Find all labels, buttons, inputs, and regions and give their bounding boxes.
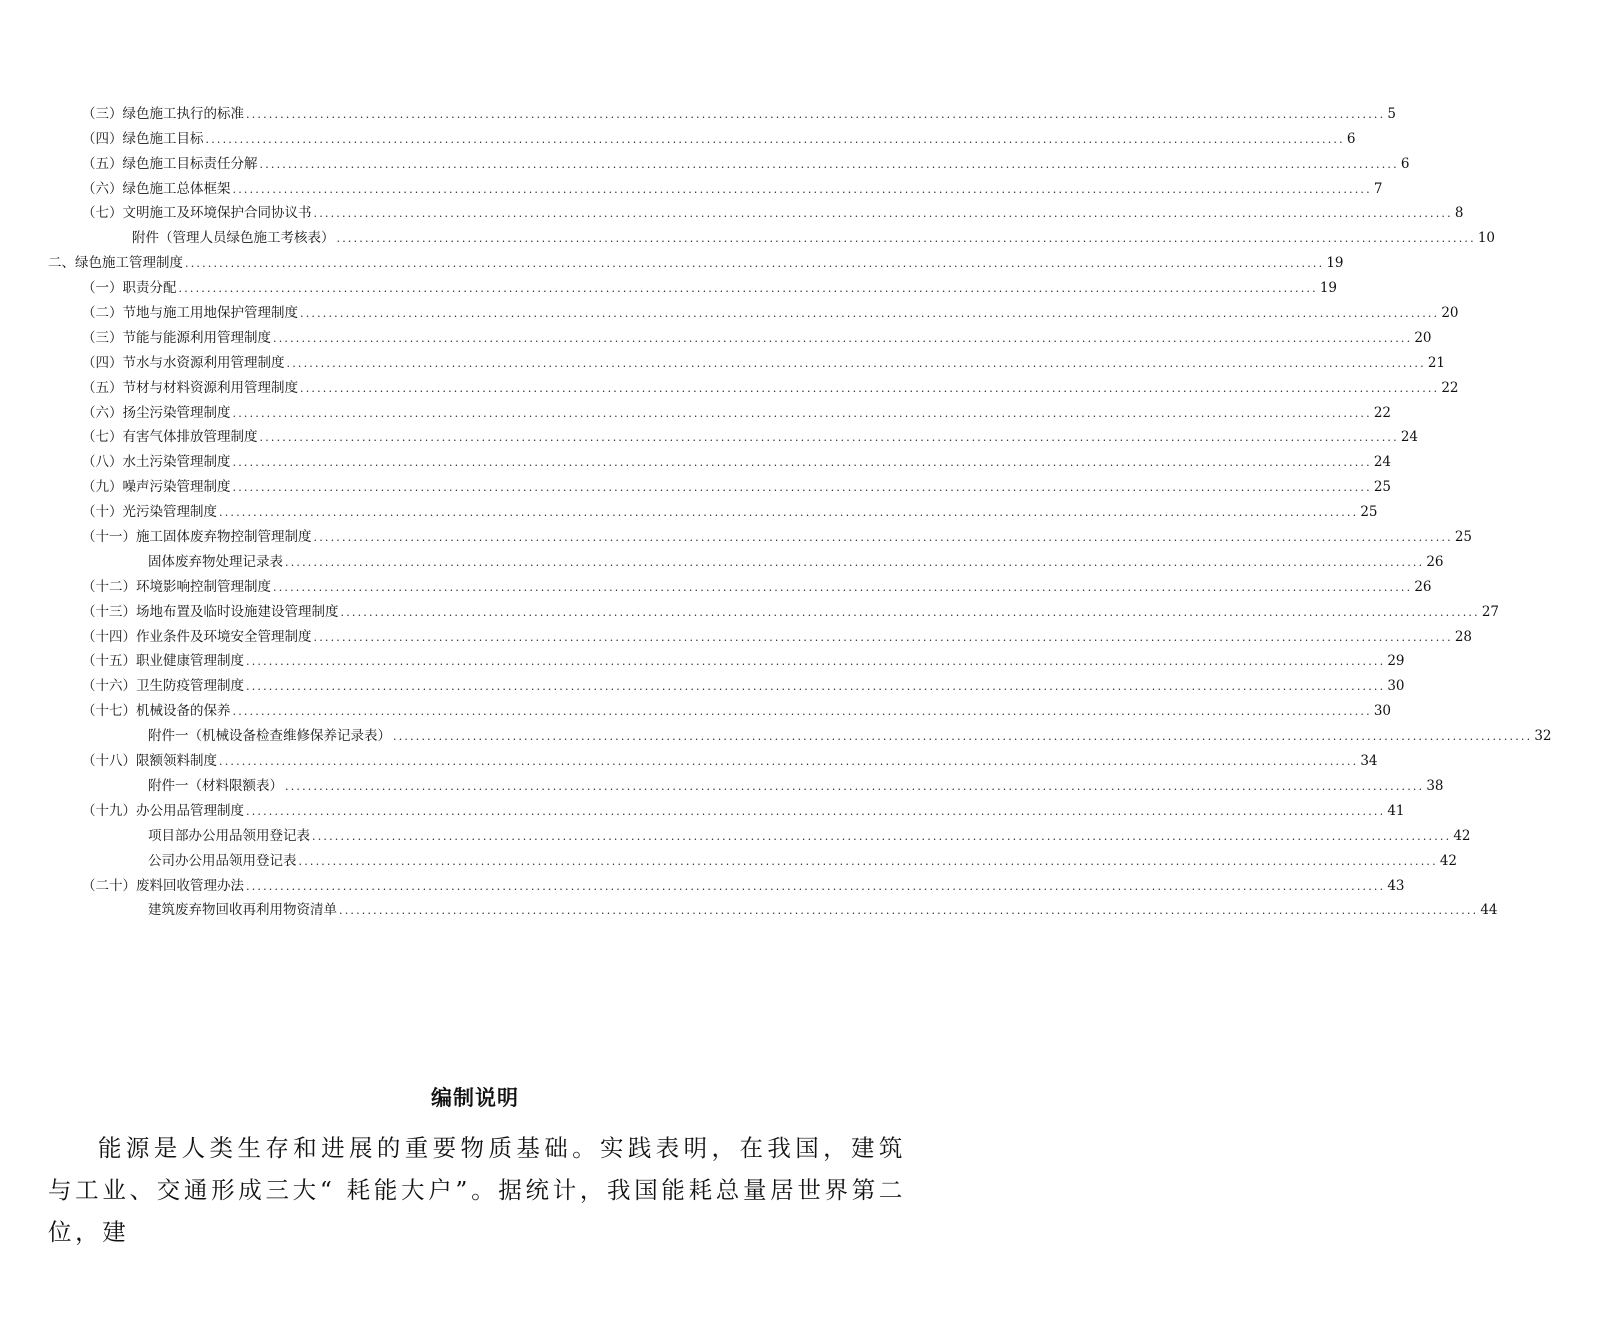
- toc-dot-leader: ........................................................................................................................................................................................................: [219, 506, 1359, 520]
- toc-entry-title: （三）绿色施工执行的标准: [82, 105, 244, 122]
- toc-dot-leader: ........................................................................................................................................................................................................: [246, 680, 1386, 694]
- toc-entry[interactable]: [0, 719, 1552, 745]
- toc-page-number: 41: [1387, 802, 1405, 819]
- toc-entry[interactable]: [0, 844, 1458, 869]
- toc-entry-title: 附件（管理人员绿色施工考核表）: [132, 230, 335, 247]
- toc-entry[interactable]: [0, 371, 1459, 396]
- toc-dot-leader: ........................................................................................................................................................................................................: [246, 879, 1386, 893]
- toc-entry-title: （一）职责分配: [82, 280, 177, 297]
- toc-page-number: 20: [1414, 329, 1432, 346]
- intro-paragraph: 能源是人类生存和进展的重要物质基础。实践表明，在我国，建筑与工业、交通形成三大“ 耗能大户”。据统计，我国能耗总量居世界第二位，建: [48, 1134, 906, 1246]
- toc-page-number: 5: [1387, 105, 1396, 122]
- toc-entry-title: （八）水土污染管理制度: [82, 454, 231, 471]
- toc-page-number: 22: [1373, 404, 1392, 421]
- toc-entry-title: （十八）限额领料制度: [82, 753, 217, 770]
- toc-dot-leader: ........................................................................................................................................................................................................: [286, 356, 1426, 370]
- toc-page-number: 20: [1441, 305, 1459, 322]
- toc-entry-title: （十二）环境影响控制管理制度: [82, 578, 271, 595]
- toc-page-number: 42: [1439, 852, 1458, 869]
- toc-page-number: 34: [1360, 753, 1378, 770]
- toc-dot-leader: ........................................................................................................................................................................................................: [232, 406, 1372, 420]
- toc-entry-title: 二、绿色施工管理制度: [48, 255, 183, 272]
- toc-entry-title: 建筑废弃物回收再利用物资清单: [148, 902, 337, 919]
- toc-page-number: 25: [1360, 504, 1378, 521]
- toc-page-number: 26: [1426, 553, 1444, 570]
- toc-dot-leader: ........................................................................................................................................................................................................: [273, 580, 1413, 594]
- toc-entry[interactable]: [0, 147, 1410, 172]
- toc-entry-title: （六）绿色施工总体框架: [82, 180, 231, 197]
- toc-entry-title: （五）节材与材料资源利用管理制度: [82, 379, 298, 396]
- toc-dot-leader: ........................................................................................................................................................................................................: [313, 531, 1453, 545]
- toc-entry-title: （十六）卫生防疫管理制度: [82, 678, 244, 695]
- toc-entry-title: 固体废弃物处理记录表: [148, 553, 283, 570]
- toc-entry-title: （十九）办公用品管理制度: [82, 802, 244, 819]
- toc-entry[interactable]: [0, 396, 1392, 421]
- toc-dot-leader: ........................................................................................................................................................................................................: [232, 456, 1372, 470]
- toc-page-number: 32: [1534, 728, 1552, 745]
- toc-page-number: 7: [1373, 180, 1383, 197]
- toc-entry[interactable]: [0, 172, 1383, 197]
- toc-entry[interactable]: [0, 421, 1419, 446]
- toc-dot-leader: ........................................................................................................................................................................................................: [393, 730, 1533, 744]
- toc-entry-title: 公司办公用品领用登记表: [148, 852, 297, 869]
- toc-entry-title: 项目部办公用品领用登记表: [148, 827, 310, 844]
- toc-dot-leader: ........................................................................................................................................................................................................: [232, 705, 1372, 719]
- toc-page-number: 42: [1453, 827, 1471, 844]
- toc-entry[interactable]: [0, 794, 1405, 819]
- toc-entry[interactable]: [0, 445, 1392, 471]
- toc-page-number: 29: [1387, 653, 1405, 670]
- toc-page-number: 24: [1373, 454, 1392, 471]
- toc-dot-leader: ........................................................................................................................................................................................................: [259, 431, 1399, 445]
- toc-entry-title: （三）节能与能源利用管理制度: [82, 329, 271, 346]
- toc-page-number: 30: [1387, 678, 1405, 695]
- toc-dot-leader: ........................................................................................................................................................................................................: [259, 157, 1399, 171]
- toc-entry-title: （十五）职业健康管理制度: [82, 653, 244, 670]
- toc-entry-title: （二十）废料回收管理办法: [82, 877, 244, 894]
- toc-page-number: 10: [1477, 230, 1496, 247]
- toc-page-number: 27: [1481, 603, 1500, 620]
- toc-page-number: 21: [1427, 354, 1446, 371]
- toc-dot-leader: ........................................................................................................................................................................................................: [313, 630, 1453, 644]
- toc-dot-leader: ........................................................................................................................................................................................................: [298, 854, 1438, 868]
- toc-dot-leader: ........................................................................................................................................................................................................: [339, 904, 1479, 918]
- toc-entry-title: （六）扬尘污染管理制度: [82, 404, 231, 421]
- toc-entry-title: （四）节水与水资源利用管理制度: [82, 354, 285, 371]
- toc-page-number: 8: [1454, 205, 1464, 222]
- toc-entry[interactable]: [0, 694, 1392, 720]
- toc-entry-title: （十三）场地布置及临时设施建设管理制度: [82, 603, 339, 620]
- toc-entry[interactable]: [0, 819, 1471, 844]
- toc-entry[interactable]: [0, 669, 1405, 695]
- toc-entry-title: （十）光污染管理制度: [82, 504, 217, 521]
- toc-page-number: 19: [1319, 280, 1338, 297]
- toc-page-number: 44: [1480, 902, 1498, 919]
- toc-dot-leader: ........................................................................................................................................................................................................: [300, 381, 1440, 395]
- toc-entry[interactable]: [0, 570, 1432, 595]
- toc-entry-title: （二）节地与施工用地保护管理制度: [82, 305, 298, 322]
- toc-entry[interactable]: [0, 321, 1432, 346]
- toc-page-number: 22: [1441, 379, 1459, 396]
- toc-entry-title: （九）噪声污染管理制度: [82, 479, 231, 496]
- toc-entry[interactable]: [0, 470, 1392, 496]
- toc-entry[interactable]: [0, 744, 1378, 770]
- toc-entry-title: （十四）作业条件及环境安全管理制度: [82, 628, 312, 645]
- toc-page-number: 43: [1387, 877, 1405, 894]
- toc-entry-title: 附件一（机械设备检查维修保养记录表）: [148, 728, 391, 745]
- toc-entry-title: （七）文明施工及环境保护合同协议书: [82, 205, 312, 222]
- toc-page-number: 26: [1414, 578, 1432, 595]
- toc-page-number: 6: [1346, 130, 1356, 147]
- toc-page-number: 28: [1454, 628, 1473, 645]
- toc-dot-leader: ........................................................................................................................................................................................................: [185, 257, 1325, 271]
- toc-entry[interactable]: [0, 520, 1473, 546]
- toc-dot-leader: ........................................................................................................................................................................................................: [246, 804, 1386, 818]
- toc-entry-title: （十一）施工固体废弃物控制管理制度: [82, 529, 312, 546]
- toc-entry[interactable]: [0, 346, 1446, 371]
- toc-dot-leader: ........................................................................................................................................................................................................: [178, 282, 1318, 296]
- toc-entry-title: （四）绿色施工目标: [82, 130, 204, 147]
- toc-dot-leader: ........................................................................................................................................................................................................: [232, 182, 1372, 196]
- toc-dot-leader: ........................................................................................................................................................................................................: [312, 829, 1452, 843]
- toc-entry[interactable]: [0, 221, 1496, 247]
- toc-dot-leader: ........................................................................................................................................................................................................: [313, 207, 1453, 221]
- toc-entry-title: （五）绿色施工目标责任分解: [82, 155, 258, 172]
- toc-dot-leader: ........................................................................................................................................................................................................: [246, 107, 1386, 121]
- toc-entry[interactable]: [0, 296, 1459, 322]
- toc-entry[interactable]: [0, 620, 1473, 645]
- toc-dot-leader: ........................................................................................................................................................................................................: [340, 605, 1480, 619]
- toc-entry[interactable]: [0, 246, 1344, 272]
- toc-entry-title: （十七）机械设备的保养: [82, 703, 231, 720]
- toc-entry[interactable]: [0, 97, 1396, 122]
- toc-entry[interactable]: [0, 869, 1405, 894]
- toc-dot-leader: ........................................................................................................................................................................................................: [232, 481, 1372, 495]
- toc-entry-title: 附件一（材料限额表）: [148, 777, 283, 794]
- toc-dot-leader: ........................................................................................................................................................................................................: [285, 555, 1425, 569]
- toc-dot-leader: ........................................................................................................................................................................................................: [219, 755, 1359, 769]
- toc-page-number: 38: [1426, 777, 1444, 794]
- toc-entry[interactable]: [0, 894, 1498, 919]
- toc-entry[interactable]: [0, 595, 1500, 620]
- toc-dot-leader: ........................................................................................................................................................................................................: [285, 779, 1425, 793]
- toc-entry-title: （七）有害气体排放管理制度: [82, 429, 258, 446]
- toc-page-number: 24: [1400, 429, 1419, 446]
- toc-dot-leader: ........................................................................................................................................................................................................: [336, 232, 1476, 246]
- section-title: 编制说明: [431, 1085, 519, 1110]
- toc-entry[interactable]: [0, 495, 1378, 521]
- toc-page-number: 25: [1454, 529, 1473, 546]
- table-of-contents: [0, 97, 1552, 919]
- toc-entry[interactable]: [0, 122, 1356, 147]
- toc-page-number: 19: [1326, 255, 1344, 272]
- toc-page-number: 30: [1373, 703, 1392, 720]
- toc-entry[interactable]: [0, 645, 1405, 670]
- toc-entry[interactable]: [0, 271, 1338, 297]
- toc-dot-leader: ........................................................................................................................................................................................................: [246, 655, 1386, 669]
- toc-page-number: 25: [1373, 479, 1392, 496]
- toc-entry[interactable]: [0, 545, 1444, 570]
- toc-entry[interactable]: [0, 197, 1464, 222]
- toc-page-number: 6: [1400, 155, 1410, 172]
- toc-dot-leader: ........................................................................................................................................................................................................: [205, 132, 1345, 146]
- toc-dot-leader: ........................................................................................................................................................................................................: [273, 331, 1413, 345]
- toc-entry[interactable]: [0, 769, 1444, 794]
- toc-dot-leader: ........................................................................................................................................................................................................: [300, 307, 1440, 321]
